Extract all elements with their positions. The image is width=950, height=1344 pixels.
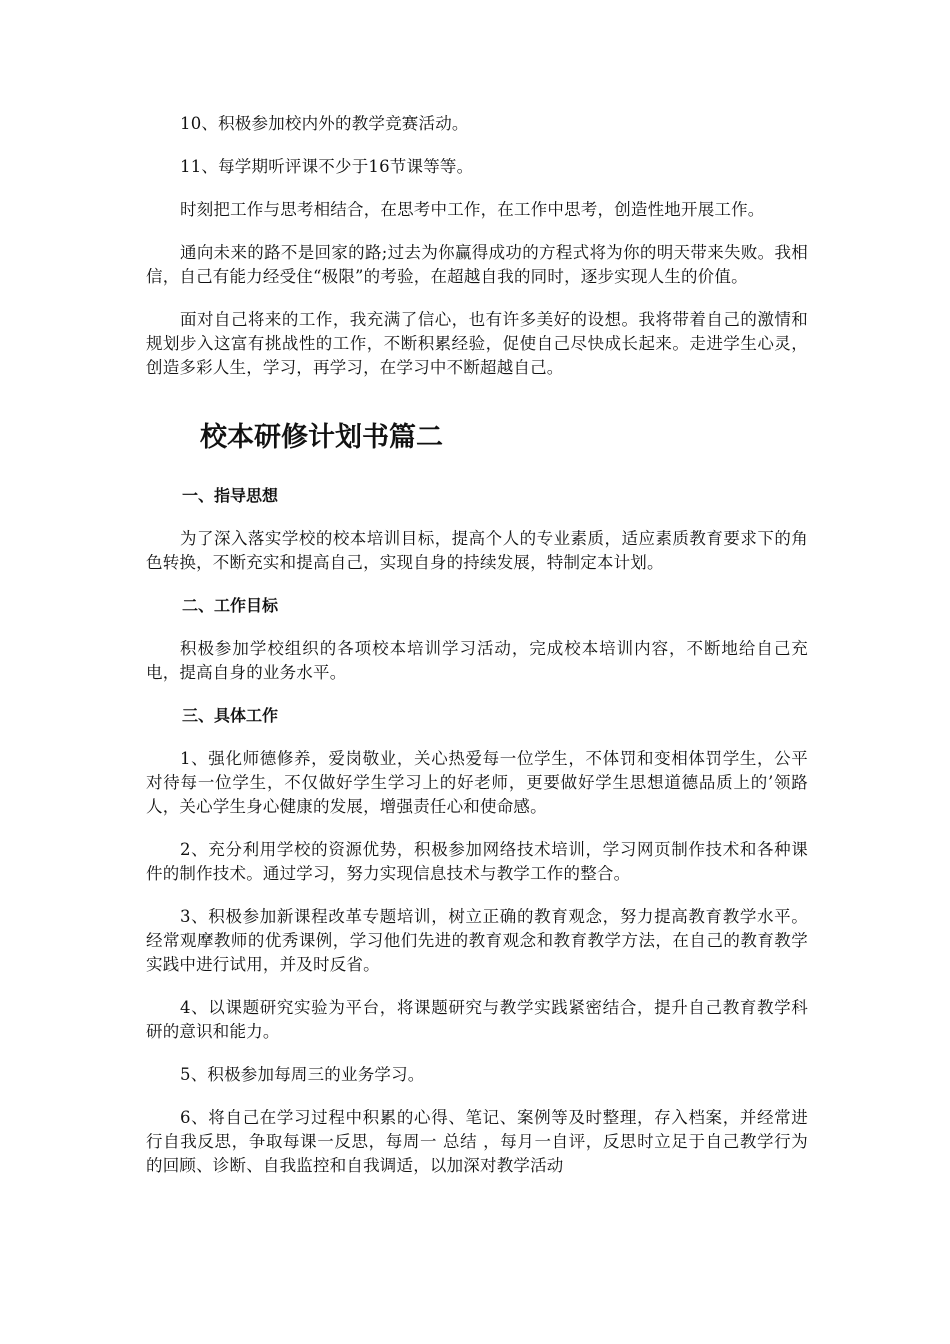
paragraph-future-path: 通向未来的路不是回家的路;过去为你赢得成功的方程式将为你的明天带来失败。我相信，自己有能力经受住“极限”的考验，在超越自我的同时，逐步实现人生的价值。 (146, 243, 808, 286)
work-item-3: 3、积极参加新课程改革专题培训，树立正确的教育观念，努力提高教育教学水平。经常观摩教师的优秀课例，学习他们先进的教育观念和教育教学方法，在自己的教育教学实践中进行试用，并及时反省。 (146, 907, 808, 974)
document-body (146, 112, 808, 1178)
work-item-2: 2、充分利用学校的资源优势，积极参加网络技术培训，学习网页制作技术和各种课件的制作技术。通过学习，努力实现信息技术与教学工作的整合。 (146, 840, 808, 883)
section-title: 校本研修计划书篇二 (200, 422, 443, 453)
work-item-5: 5、积极参加每周三的业务学习。 (180, 1065, 425, 1084)
heading-specific-work: 三、具体工作 (182, 706, 279, 725)
work-item-1: 1、强化师德修养，爱岗敬业，关心热爱每一位学生，不体罚和变相体罚学生，公平对待每一位学生，不仅做好学生学习上的好老师，更要做好学生思想道德品质上的’领路人，关心学生身心健康的发展，增强责任心和使命感。 (146, 749, 808, 816)
paragraph-confidence: 面对自己将来的工作，我充满了信心，也有许多美好的设想。我将带着自己的激情和规划步入这富有挑战性的工作，不断积累经验，促使自己尽快成长起来。走进学生心灵，创造多彩人生，学习，再学习，在学习中不断超越自己。 (146, 310, 808, 377)
paragraph-item-11: 11、每学期听评课不少于16节课等等。 (180, 157, 474, 176)
heading-work-goals: 二、工作目标 (182, 596, 279, 615)
heading-guiding-ideology: 一、指导思想 (182, 486, 279, 505)
work-item-6: 6、将自己在学习过程中积累的心得、笔记、案例等及时整理，存入档案，并经常进行自我反思，争取每课一反思，每周一 总结 ，每月一自评，反思时立足于自己教学行为的回顾、诊断、自我监控和自我调适，以加深对教学活动 (146, 1108, 808, 1175)
paragraph-work-goals: 积极参加学校组织的各项校本培训学习活动，完成校本培训内容，不断地给自己充电，提高自身的业务水平。 (146, 639, 808, 682)
work-item-4: 4、以课题研究实验为平台，将课题研究与教学实践紧密结合，提升自己教育教学科研的意识和能力。 (146, 998, 808, 1041)
paragraph-reflection: 时刻把工作与思考相结合，在思考中工作，在工作中思考，创造性地开展工作。 (180, 200, 765, 219)
paragraph-item-10: 10、积极参加校内外的教学竞赛活动。 (180, 114, 469, 133)
paragraph-guiding-ideology: 为了深入落实学校的校本培训目标，提高个人的专业素质，适应素质教育要求下的角色转换，不断充实和提高自己，实现自身的持续发展，特制定本计划。 (146, 529, 808, 572)
